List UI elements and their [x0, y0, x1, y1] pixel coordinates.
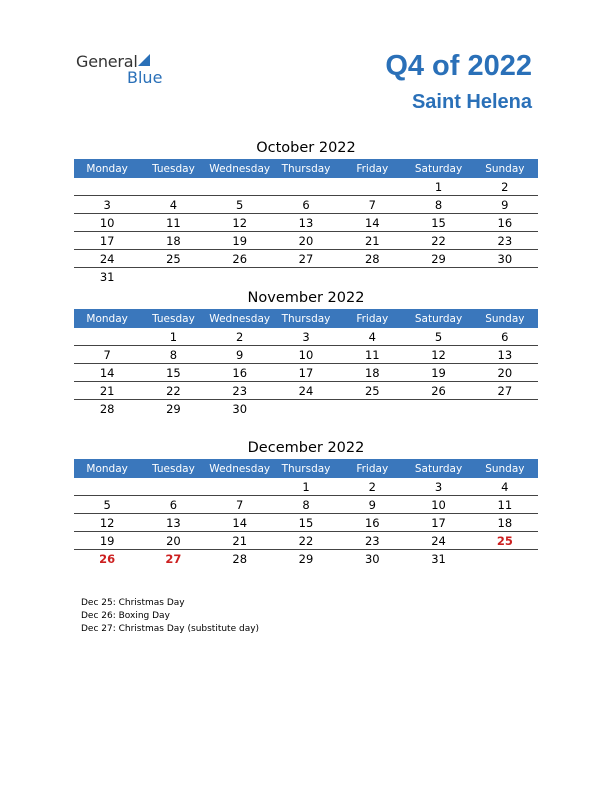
- day-cell: 4: [472, 478, 538, 496]
- day-cell: 17: [74, 232, 140, 250]
- day-cell: 7: [207, 496, 273, 514]
- empty-day-cell: [140, 478, 206, 496]
- day-cell: 23: [207, 382, 273, 400]
- day-cell: 18: [339, 364, 405, 382]
- day-cell: 21: [74, 382, 140, 400]
- day-cell: 22: [140, 382, 206, 400]
- quarter-title: Q4 of 2022: [385, 50, 532, 82]
- day-cell: 20: [273, 232, 339, 250]
- day-cell: 29: [405, 250, 471, 268]
- day-cell: 3: [405, 478, 471, 496]
- empty-day-cell: [273, 400, 339, 418]
- day-cell: 3: [273, 328, 339, 346]
- week-row: [74, 364, 538, 382]
- day-cell: 20: [472, 364, 538, 382]
- weekday-header: Tuesday: [140, 159, 206, 178]
- weekday-header: Monday: [74, 159, 140, 178]
- day-cell: 12: [405, 346, 471, 364]
- empty-day-cell: [339, 178, 405, 196]
- weekday-header: Saturday: [405, 459, 471, 478]
- empty-day-cell: [74, 478, 140, 496]
- week-row: [74, 196, 538, 214]
- day-cell: 8: [273, 496, 339, 514]
- day-cell: 18: [472, 514, 538, 532]
- day-cell: 15: [405, 214, 471, 232]
- logo-blue-text: Blue: [127, 68, 163, 87]
- holiday-notes: [81, 597, 259, 636]
- country-name: Saint Helena: [411, 91, 532, 113]
- day-cell: 1: [140, 328, 206, 346]
- day-cell: 15: [273, 514, 339, 532]
- weekday-header: Monday: [74, 309, 140, 328]
- day-cell: 23: [339, 532, 405, 550]
- day-cell: 14: [339, 214, 405, 232]
- day-cell: 17: [405, 514, 471, 532]
- day-cell: 15: [140, 364, 206, 382]
- day-cell: 28: [339, 250, 405, 268]
- month-november: [74, 287, 538, 417]
- logo-triangle-icon: [138, 54, 150, 66]
- day-cell: 9: [472, 196, 538, 214]
- day-cell: 7: [74, 346, 140, 364]
- month-december: [74, 437, 538, 567]
- day-cell: 25: [140, 250, 206, 268]
- week-row: [74, 250, 538, 268]
- day-cell: 2: [472, 178, 538, 196]
- empty-day-cell: [273, 268, 339, 286]
- day-cell: 4: [339, 328, 405, 346]
- day-cell: 31: [431, 551, 446, 566]
- weekday-header: Saturday: [405, 309, 471, 328]
- day-cell: 23: [472, 232, 538, 250]
- holiday-day-cell: 27: [165, 551, 182, 566]
- week-row: [74, 232, 538, 250]
- day-cell: 11: [339, 346, 405, 364]
- weekday-header: Thursday: [273, 309, 339, 328]
- weekday-header: Wednesday: [207, 159, 273, 178]
- logo-general-text: General: [76, 52, 138, 71]
- day-cell: 1: [405, 178, 471, 196]
- day-cell: 22: [273, 532, 339, 550]
- day-cell: 19: [74, 532, 140, 550]
- empty-day-cell: [207, 178, 273, 196]
- day-cell: 19: [207, 232, 273, 250]
- month-title: November 2022: [247, 290, 365, 306]
- weekday-header: Sunday: [472, 309, 538, 328]
- week-row: [74, 346, 538, 364]
- week-row: [74, 550, 538, 568]
- day-cell: 21: [207, 532, 273, 550]
- week-row: [74, 532, 538, 550]
- weekday-header: Thursday: [273, 159, 339, 178]
- week-row: [74, 496, 538, 514]
- day-cell: 2: [207, 328, 273, 346]
- week-row: [74, 514, 538, 532]
- day-cell: 6: [140, 496, 206, 514]
- day-cell: 24: [74, 250, 140, 268]
- day-cell: 9: [207, 346, 273, 364]
- empty-day-cell: [273, 178, 339, 196]
- day-cell: 11: [140, 214, 206, 232]
- day-cell: 12: [74, 514, 140, 532]
- day-cell: 14: [207, 514, 273, 532]
- empty-day-cell: [405, 400, 471, 418]
- holiday-note: Dec 25: Christmas Day: [81, 598, 185, 608]
- day-cell: 16: [339, 514, 405, 532]
- day-cell: 13: [472, 346, 538, 364]
- week-row: [74, 478, 538, 496]
- generalblue-logo: [76, 52, 186, 92]
- day-cell: 27: [273, 250, 339, 268]
- weekday-header: Friday: [339, 309, 405, 328]
- weekday-header: Sunday: [472, 459, 538, 478]
- day-cell: 16: [207, 364, 273, 382]
- empty-day-cell: [472, 550, 538, 568]
- day-cell: 22: [405, 232, 471, 250]
- weekday-header: Tuesday: [140, 309, 206, 328]
- calendar-grid: [74, 309, 538, 417]
- empty-day-cell: [339, 268, 405, 286]
- day-cell: 30: [232, 401, 248, 416]
- month-title: October 2022: [256, 140, 356, 156]
- day-cell: 17: [273, 364, 339, 382]
- weekday-header: Friday: [339, 159, 405, 178]
- weekday-header: Wednesday: [207, 309, 273, 328]
- day-cell: 10: [273, 346, 339, 364]
- day-cell: 16: [472, 214, 538, 232]
- weekday-header: Tuesday: [140, 459, 206, 478]
- weekday-header: Thursday: [273, 459, 339, 478]
- day-cell: 10: [74, 214, 140, 232]
- day-cell: 9: [339, 496, 405, 514]
- day-cell: 7: [339, 196, 405, 214]
- day-cell: 30: [472, 250, 538, 268]
- day-cell: 14: [74, 364, 140, 382]
- day-cell: 8: [405, 196, 471, 214]
- empty-day-cell: [207, 478, 273, 496]
- weekday-header: Wednesday: [207, 459, 273, 478]
- day-cell: 27: [472, 382, 538, 400]
- day-cell: 26: [405, 382, 471, 400]
- week-row: [74, 268, 538, 286]
- day-cell: 12: [207, 214, 273, 232]
- day-cell: 26: [207, 250, 273, 268]
- empty-day-cell: [74, 178, 140, 196]
- day-cell: 1: [273, 478, 339, 496]
- week-row: [74, 214, 538, 232]
- month-october: [74, 137, 538, 285]
- empty-day-cell: [405, 268, 471, 286]
- day-cell: 28: [99, 401, 115, 416]
- empty-day-cell: [339, 400, 405, 418]
- day-cell: 20: [140, 532, 206, 550]
- weekday-header: Monday: [74, 459, 140, 478]
- day-cell: 29: [298, 551, 314, 566]
- day-cell: 5: [405, 328, 471, 346]
- day-cell: 6: [472, 328, 538, 346]
- weekday-header: Friday: [339, 459, 405, 478]
- day-cell: 6: [273, 196, 339, 214]
- day-cell: 28: [232, 551, 248, 566]
- empty-day-cell: [140, 178, 206, 196]
- empty-day-cell: [207, 268, 273, 286]
- holiday-day-cell: 25: [472, 532, 538, 550]
- empty-day-cell: [74, 328, 140, 346]
- week-row: [74, 328, 538, 346]
- day-cell: 11: [472, 496, 538, 514]
- day-cell: 8: [140, 346, 206, 364]
- calendar-grid: [74, 159, 538, 285]
- day-cell: 24: [405, 532, 471, 550]
- day-cell: 10: [405, 496, 471, 514]
- day-cell: 25: [339, 382, 405, 400]
- day-cell: 21: [339, 232, 405, 250]
- week-row: [74, 400, 538, 418]
- holiday-note: Dec 27: Christmas Day (substitute day): [81, 624, 260, 634]
- day-cell: 2: [339, 478, 405, 496]
- day-cell: 29: [166, 401, 181, 416]
- day-cell: 30: [364, 551, 380, 566]
- weekday-header: Saturday: [405, 159, 471, 178]
- month-title: December 2022: [247, 440, 365, 456]
- week-row: [74, 178, 538, 196]
- day-cell: 24: [273, 382, 339, 400]
- week-row: [74, 382, 538, 400]
- day-cell: 4: [140, 196, 206, 214]
- empty-day-cell: [472, 400, 538, 418]
- holiday-day-cell: 26: [99, 551, 116, 566]
- day-cell: 18: [140, 232, 206, 250]
- day-cell: 19: [405, 364, 471, 382]
- calendar-grid: [74, 459, 538, 567]
- day-cell: 5: [74, 496, 140, 514]
- empty-day-cell: [472, 268, 538, 286]
- day-cell: 13: [140, 514, 206, 532]
- empty-day-cell: [140, 268, 206, 286]
- day-cell: 5: [207, 196, 273, 214]
- holiday-note: Dec 26: Boxing Day: [81, 611, 170, 621]
- day-cell: 3: [74, 196, 140, 214]
- day-cell: 13: [273, 214, 339, 232]
- day-cell: 31: [99, 269, 115, 284]
- weekday-header: Sunday: [472, 159, 538, 178]
